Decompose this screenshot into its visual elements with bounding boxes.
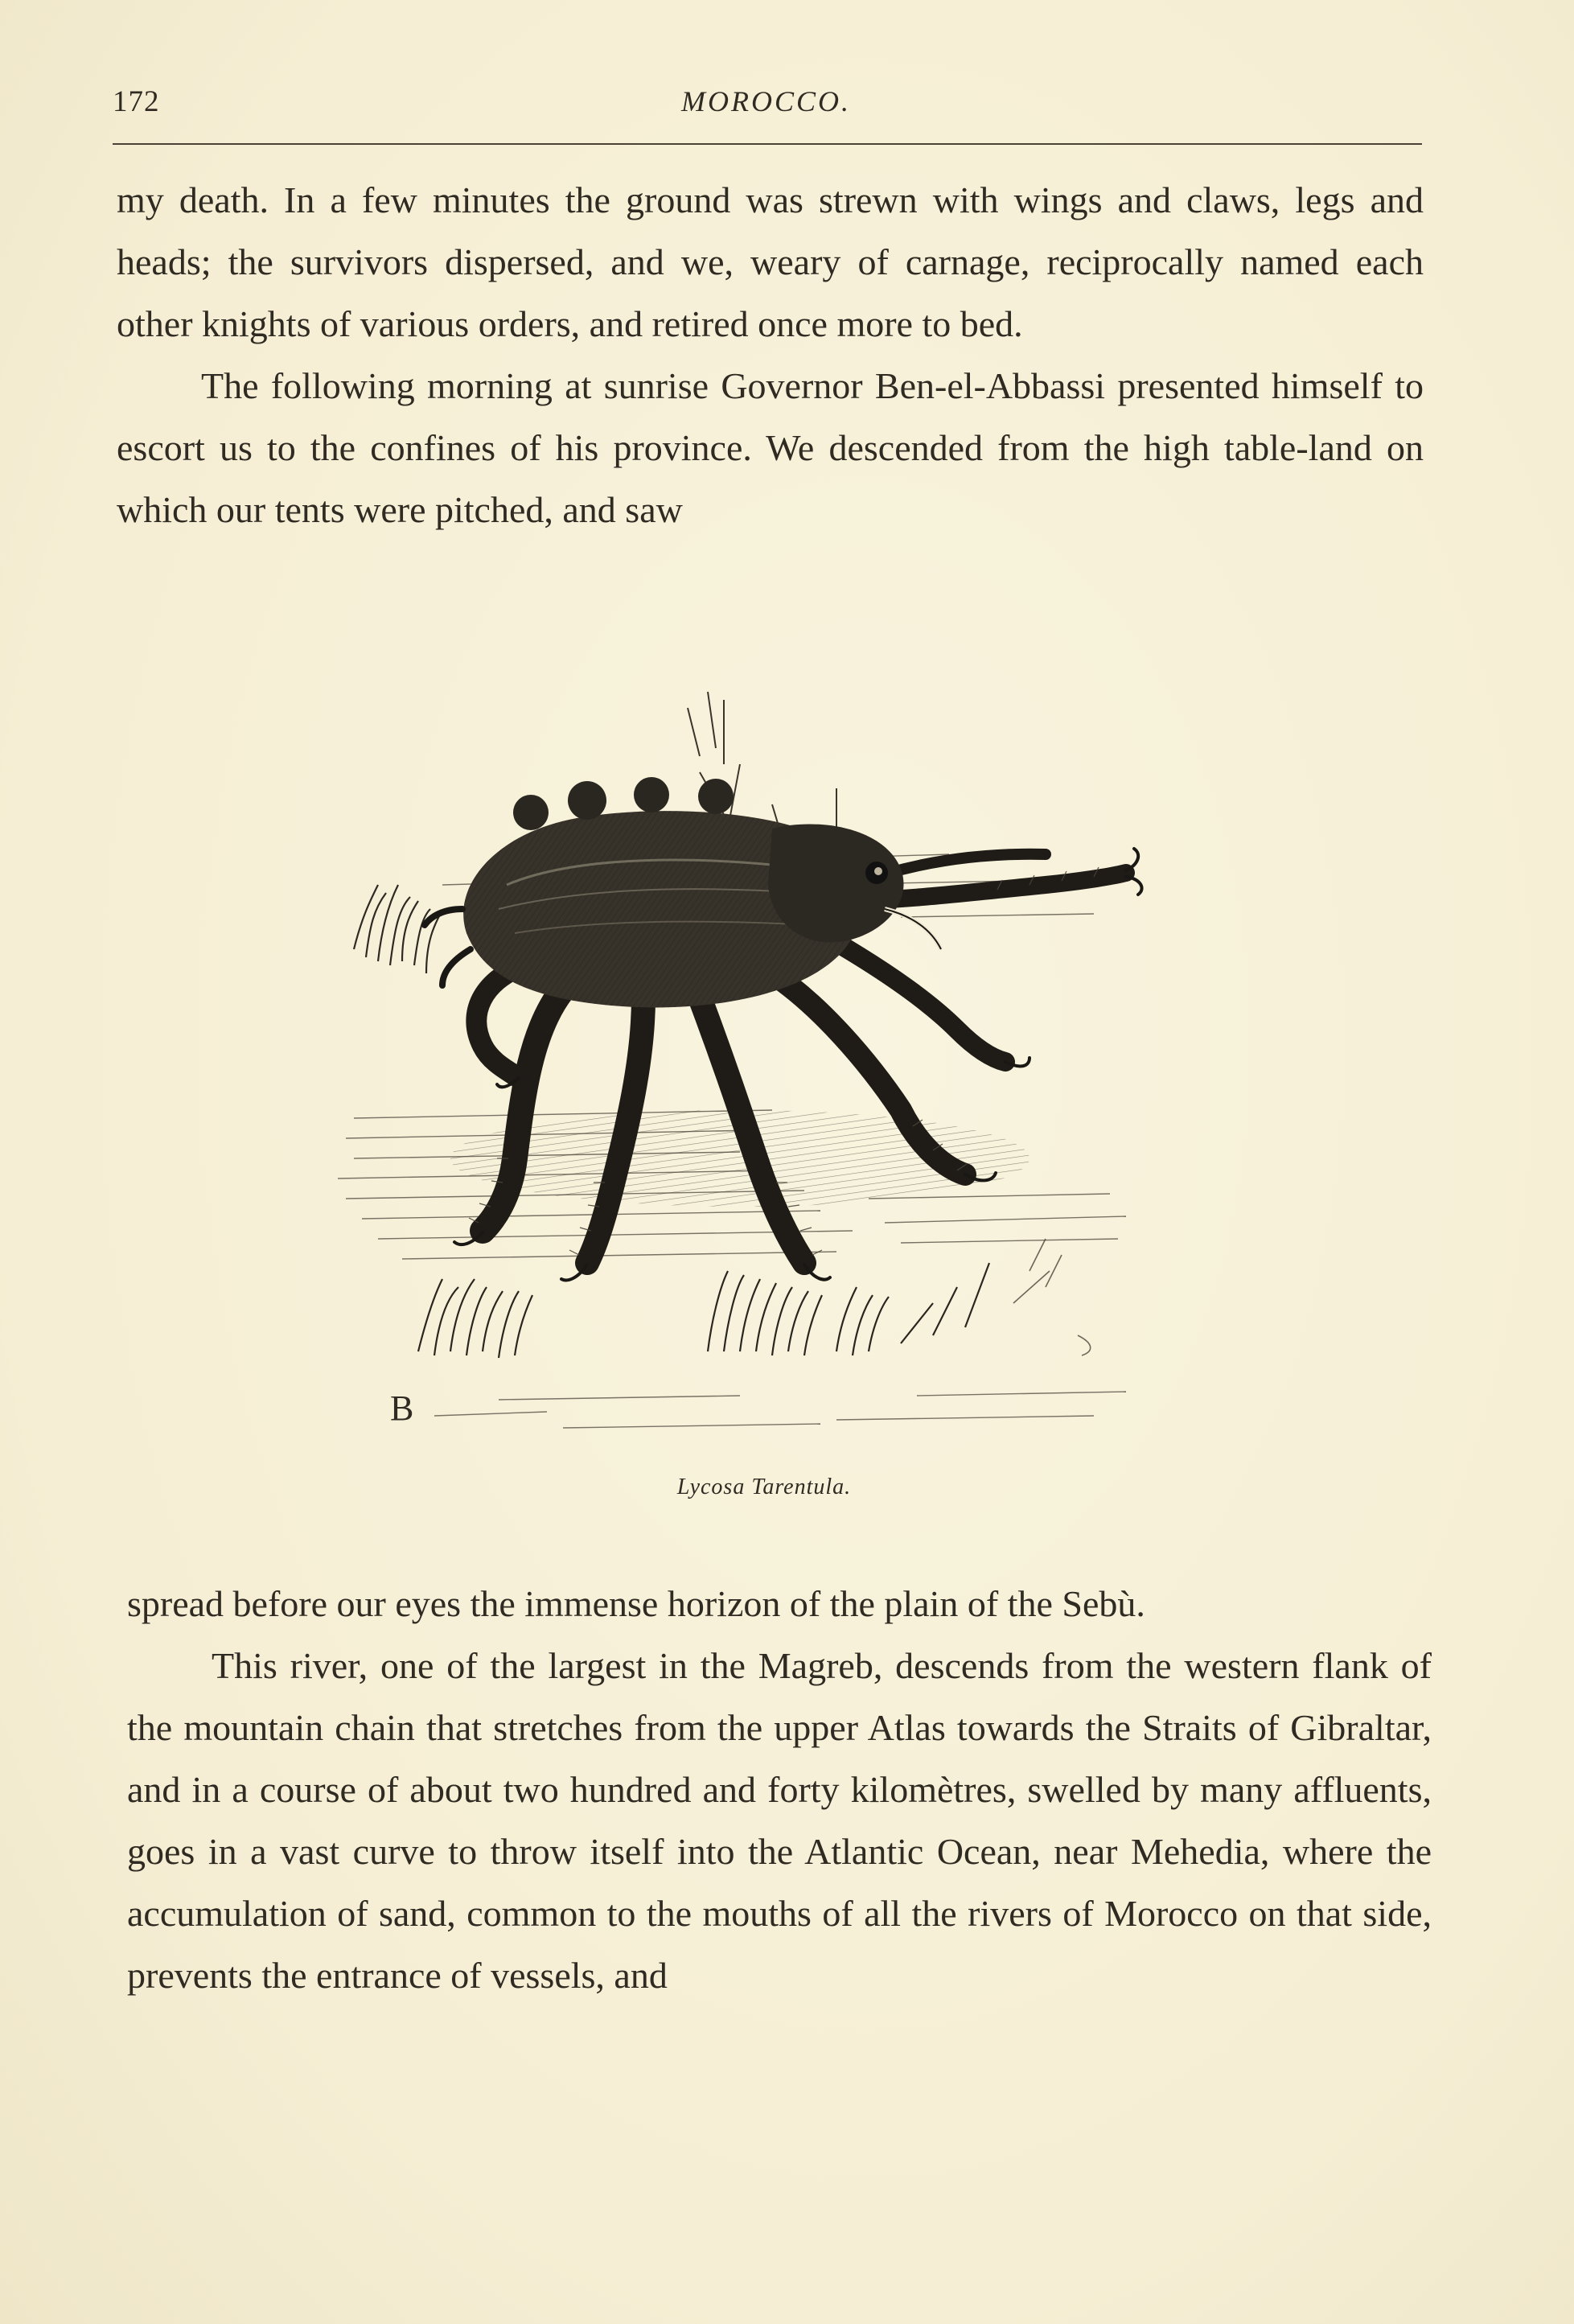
paragraph: This river, one of the largest in the Magreb, descends from the western flank of the mountain chain that stretches from the upper Atlas towards the Straits of Gibraltar, and in a course of about two hundred and forty kilomètres, swelled by many affluents, goes in a vast curve to throw itself into the Atlantic Ocean, near Mehedia, where the accumulation of sand, common to the mouths of all the rivers of Morocco on that side, prevents the entrance of vessels, and [127, 1645, 1432, 1996]
running-title: MOROCCO. [681, 85, 851, 117]
engraver-mark: B [390, 1388, 414, 1428]
header-rule [113, 143, 1422, 145]
body-text-bottom [127, 1573, 1432, 2006]
body-text-top [117, 169, 1424, 541]
running-head [113, 84, 1420, 133]
spider-body [425, 777, 941, 1007]
paragraph: spread before our eyes the immense horizon of the plain of the Sebù. [127, 1583, 1145, 1624]
tarantula-illustration [322, 644, 1255, 1464]
spider-engraving [322, 644, 1255, 1464]
figure-caption: Lycosa Tarentula. [676, 1475, 852, 1499]
page-number: 172 [113, 85, 160, 118]
paragraph: my death. In a few minutes the ground was strewn with wings and claws, legs and heads; the survivors dispersed, and we, weary of carnage, reciprocally named each other knights of various orders, and retired once more to bed. [117, 179, 1424, 344]
grass-bottom [418, 1263, 989, 1358]
grass-left [354, 885, 441, 973]
paragraph: The following morning at sunrise Governor Ben-el-Abbassi presented himself to escort us to the confines of his province. We descended from the high table-land on which our tents were pitched, and saw [117, 365, 1424, 530]
